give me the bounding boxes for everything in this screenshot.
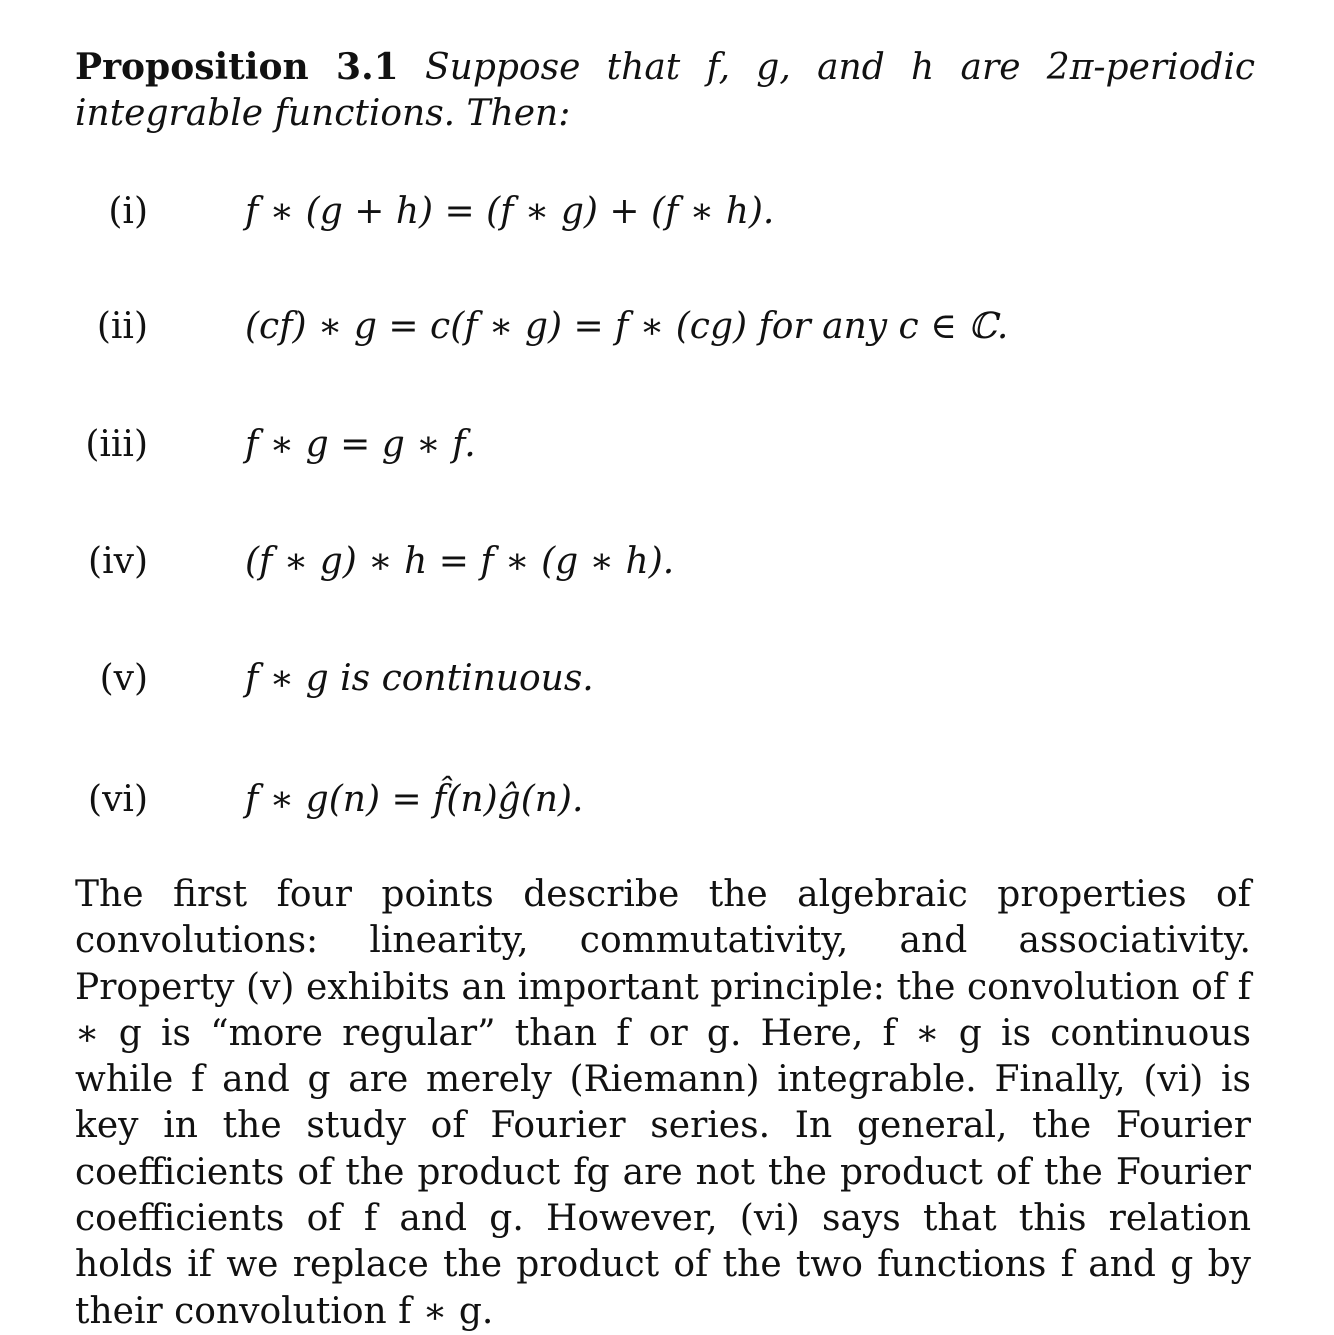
list-item [0,420,1180,470]
item-label: (v) [99,658,148,699]
list-item [0,302,1180,352]
list-item [0,775,1180,825]
item-formula: f ∗ g is continuous. [245,658,594,699]
item-formula: f ∗ g = g ∗ f. [245,424,476,465]
list-item [0,654,1180,704]
item-label: (iii) [85,424,148,465]
item-formula: (f ∗ g) ∗ h = f ∗ (g ∗ h). [245,541,675,582]
item-label: (vi) [88,779,148,820]
item-formula: f ∗ g(n) = f̂(n)ĝ(n). [245,779,584,820]
list-item [0,537,1180,587]
proposition-label: Proposition 3.1 [75,46,399,88]
item-label: (ii) [96,306,148,347]
item-label: (i) [108,191,148,232]
list-item [0,187,1180,237]
item-formula: f ∗ (g + h) = (f ∗ g) + (f ∗ h). [245,191,775,232]
item-label: (iv) [88,541,148,582]
proposition-statement: Suppose that f, g, and h are 2π-periodic integrable functions. Then: [75,47,1255,134]
item-formula: (cf) ∗ g = c(f ∗ g) = f ∗ (cg) for any c ∈ ℂ. [245,306,1009,347]
body-paragraph: The first four points describe the algebraic properties of convolutions: linearity, commutativity, and associativity. Property (v) exhibits an important principle: the convolution of f ∗ g is “more regular” than f or g. Here, f ∗ g is continuous while f and g are merely (Riemann) integrable. Finally, (vi) is key in the study of Fourier series. In general, the Fourier coefficients of the product fg are not the product of the Fourier coefficients of f and g. However, (vi) says that this relation holds if we replace the product of the two functions f and g by their convolution f ∗ g. [75,874,1251,1332]
proposition-block [75,44,1255,137]
